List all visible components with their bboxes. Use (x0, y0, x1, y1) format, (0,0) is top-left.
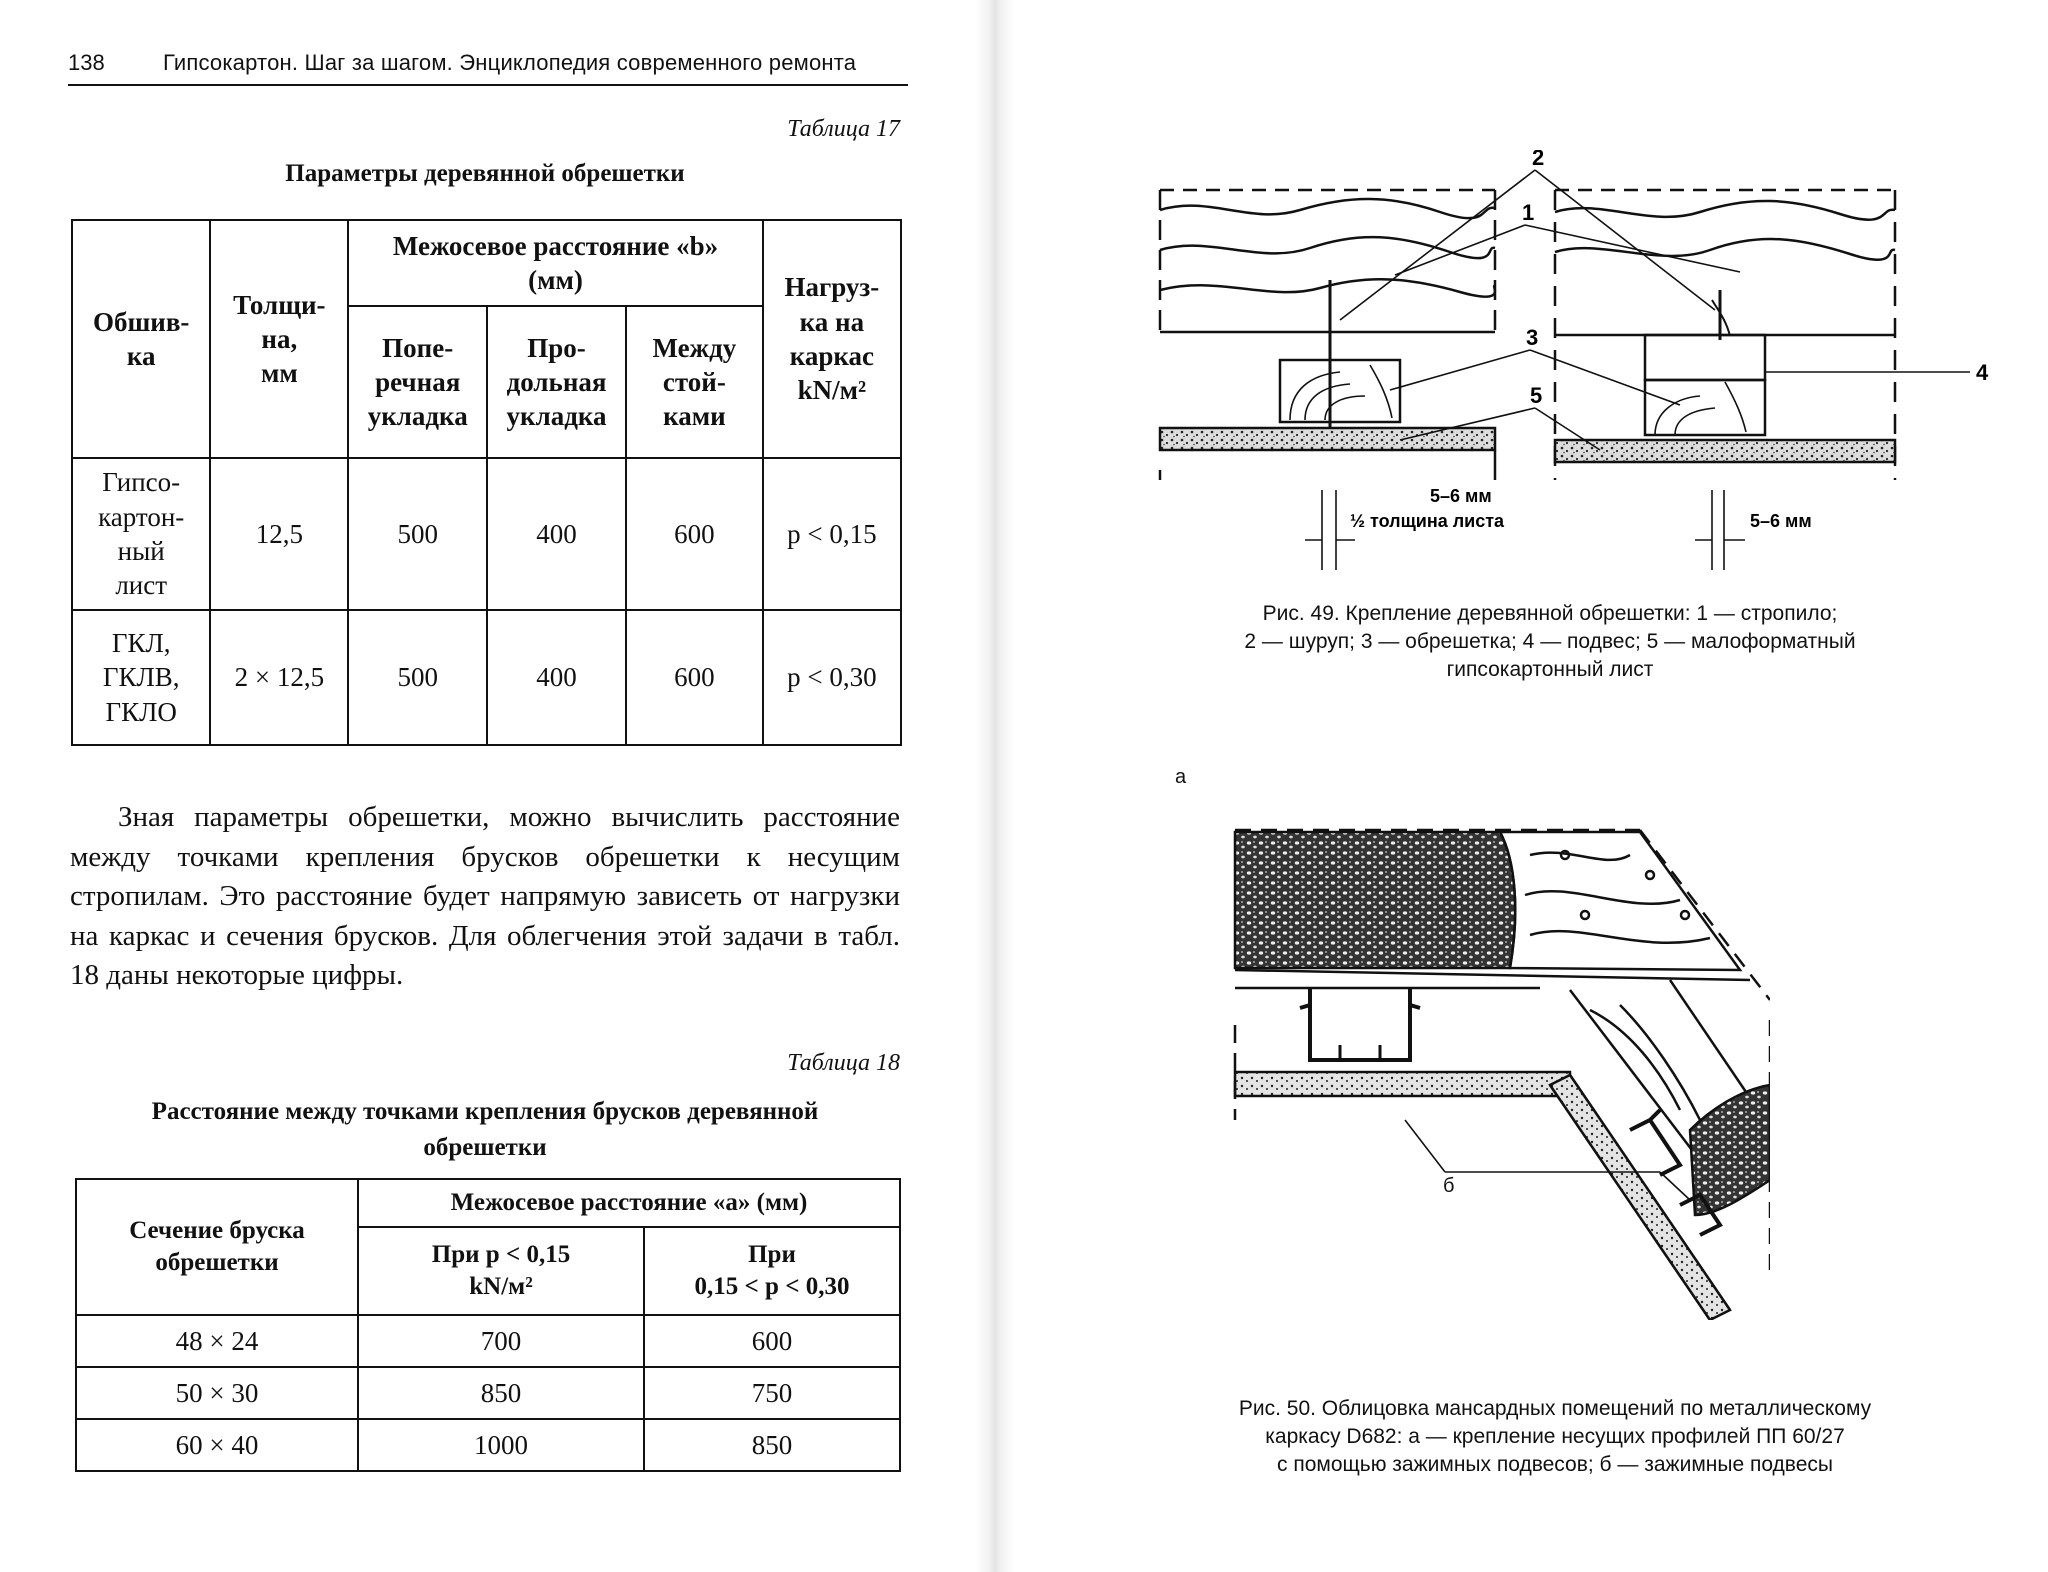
t17-head-longitudinal-l2: дольная (506, 366, 607, 397)
fig49-callout-3: 3 (1526, 325, 1539, 350)
t17-r2-sheathing-l3: ГКЛО (105, 696, 177, 727)
t17-head-longitudinal-l3: укладка (506, 401, 607, 432)
t17-head-thickness-l3: мм (260, 358, 298, 389)
t17-head-longitudinal (487, 306, 626, 458)
fig50-construction (1235, 830, 1770, 1320)
fig50-label-b: б (1443, 1175, 1455, 1197)
t17-head-longitudinal-l1: Про- (527, 332, 586, 363)
fig49-callout-1: 1 (1522, 200, 1535, 225)
t17-head-between-l3: ками (663, 401, 726, 432)
figure50-caption-l2: каркасу D682: а — крепление несущих профилей ПП 60/27 (1265, 1425, 1845, 1448)
t18-r3-section: 60 × 40 (76, 1419, 358, 1471)
t18-head-spacing: Межосевое расстояние «а» (мм) (358, 1179, 900, 1227)
fig49-callout-5: 5 (1530, 383, 1543, 408)
t17-head-sheathing-l2: ка (126, 341, 156, 371)
t17-head-load-l2: ка на (799, 306, 865, 337)
table-row (76, 1367, 900, 1419)
t18-head-col2-l2: 0,15 < p < 0,30 (694, 1273, 850, 1300)
t18-head-col1 (358, 1227, 644, 1315)
t17-head-sheathing (72, 220, 210, 458)
t18-r2-v2: 750 (644, 1367, 900, 1419)
running-title: Гипсокартон. Шаг за шагом. Энциклопедия современного ремонта (163, 50, 857, 75)
left-page (0, 0, 980, 1572)
t17-head-load (763, 220, 901, 458)
t17-head-load-l4: kN/м² (797, 375, 867, 406)
book-gutter (975, 0, 1015, 1572)
t17-r2-load: p < 0,30 (763, 610, 901, 745)
t17-r1-sheathing-l3: ный (117, 536, 165, 566)
t17-r2-longitudinal: 400 (487, 610, 626, 745)
t17-head-load-l3: каркас (789, 341, 875, 371)
figure49-caption-l3: гипсокартонный лист (1446, 658, 1654, 681)
fig49-right-assembly (1555, 190, 1895, 570)
table18-caption-l2: обрешетки (423, 1134, 547, 1161)
t18-r3-v1: 1000 (358, 1419, 644, 1471)
fig49-dim-half: ½ толщина листа (1350, 511, 1505, 531)
t17-head-spacing (348, 220, 763, 306)
figure49-caption (1100, 600, 2000, 684)
t18-head-section-l1: Сечение бруска (129, 1217, 305, 1245)
t17-r2-between: 600 (626, 610, 763, 745)
fig49-dim-gap-left: 5–6 мм (1430, 486, 1492, 506)
t18-head-section-l2: обрешетки (155, 1249, 279, 1276)
t18-head-section (76, 1179, 358, 1315)
t17-r1-sheathing-l4: лист (115, 570, 168, 601)
t17-r1-thickness: 12,5 (210, 458, 348, 610)
t18-r2-section: 50 × 30 (76, 1367, 358, 1419)
t18-r1-v2: 600 (644, 1315, 900, 1367)
t17-r2-sheathing-l2: ГКЛВ, (102, 662, 180, 693)
figure49-drawing (1140, 150, 1990, 580)
fig49-leader-lines (1340, 170, 1970, 450)
fig50-label-a: а (1175, 766, 1187, 788)
t17-r2-thickness: 2 × 12,5 (210, 610, 348, 745)
t18-head-col1-l1: При p < 0,15 (431, 1241, 571, 1269)
figure49-caption-l1: Рис. 49. Крепление деревянной обрешетки: 1 — стропило; (1262, 602, 1838, 625)
body-paragraph: Зная параметры обрешетки, можно вычислить расстояние между точками крепления брусков обрешетки к несущим стропилам. Это расстояние будет напрямую зависеть от нагрузки на каркас и сечения брусков. Для облегчения этой задачи в табл. 18 даны некоторые цифры. (70, 801, 900, 991)
fig49-callout-4: 4 (1976, 360, 1989, 385)
t18-r1-section: 48 × 24 (76, 1315, 358, 1367)
table17 (71, 219, 902, 746)
t18-r2-v1: 850 (358, 1367, 644, 1419)
figure50-caption-l3: с помощью зажимных подвесов; б — зажимные подвесы (1277, 1453, 1833, 1476)
t17-head-between (626, 306, 763, 458)
t17-r2-sheathing (72, 610, 210, 745)
t18-head-col1-l2: kN/м² (469, 1273, 533, 1300)
table17-caption: Параметры деревянной обрешетки (285, 160, 685, 187)
t18-r3-v2: 850 (644, 1419, 900, 1471)
figure50-caption-l1: Рис. 50. Облицовка мансардных помещений по металлическому (1238, 1397, 1872, 1420)
t17-head-cross (348, 306, 487, 458)
t17-head-between-l1: Между (652, 332, 737, 363)
table-row (76, 1419, 900, 1471)
t17-head-cross-l2: речная (375, 366, 461, 397)
t17-r1-cross: 500 (348, 458, 487, 610)
t18-head-col2-l1: При (748, 1241, 796, 1269)
fig49-dim-gap-right: 5–6 мм (1750, 511, 1812, 531)
t17-r2-cross: 500 (348, 610, 487, 745)
t17-head-thickness-l1: Толщи- (233, 289, 326, 320)
page-number: 138 (68, 50, 105, 75)
figure49-caption-l2: 2 — шуруп; 3 — обрешетка; 4 — подвес; 5 — малоформатный (1244, 630, 1856, 653)
t17-head-spacing-l1: Межосевое расстояние «b» (392, 230, 719, 261)
t17-head-sheathing-l1: Обшив- (92, 306, 190, 337)
t18-r1-v1: 700 (358, 1315, 644, 1367)
t17-r1-between: 600 (626, 458, 763, 610)
table-row (72, 610, 901, 745)
table18-label: Таблица 18 (787, 1050, 900, 1076)
t17-head-cross-l3: укладка (367, 401, 468, 432)
t17-r1-sheathing (72, 458, 210, 610)
t17-head-thickness (210, 220, 348, 458)
figure50-caption (1090, 1395, 2020, 1479)
table18 (75, 1178, 901, 1472)
t17-head-thickness-l2: на, (261, 323, 298, 354)
t17-r1-sheathing-l1: Гипсо- (102, 467, 181, 498)
table-row (72, 458, 901, 610)
t17-head-load-l1: Нагруз- (784, 272, 880, 303)
right-page (1010, 0, 2048, 1572)
t17-r1-longitudinal: 400 (487, 458, 626, 610)
t17-r1-load: p < 0,15 (763, 458, 901, 610)
t17-r2-sheathing-l1: ГКЛ, (111, 628, 171, 659)
t17-head-cross-l1: Попе- (382, 332, 454, 363)
t17-head-spacing-l2: (мм) (528, 265, 583, 295)
t17-head-between-l2: стой- (662, 366, 726, 397)
table18-caption (70, 1094, 900, 1166)
running-header (68, 46, 908, 86)
table-row (76, 1315, 900, 1367)
fig49-callout-2: 2 (1532, 150, 1545, 170)
table18-caption-l1: Расстояние между точками крепления брусков деревянной (151, 1098, 819, 1125)
t18-head-col2 (644, 1227, 900, 1315)
figure50-drawing (1210, 820, 1770, 1320)
table17-label: Таблица 17 (787, 116, 900, 142)
t17-r1-sheathing-l2: картон- (98, 501, 185, 532)
